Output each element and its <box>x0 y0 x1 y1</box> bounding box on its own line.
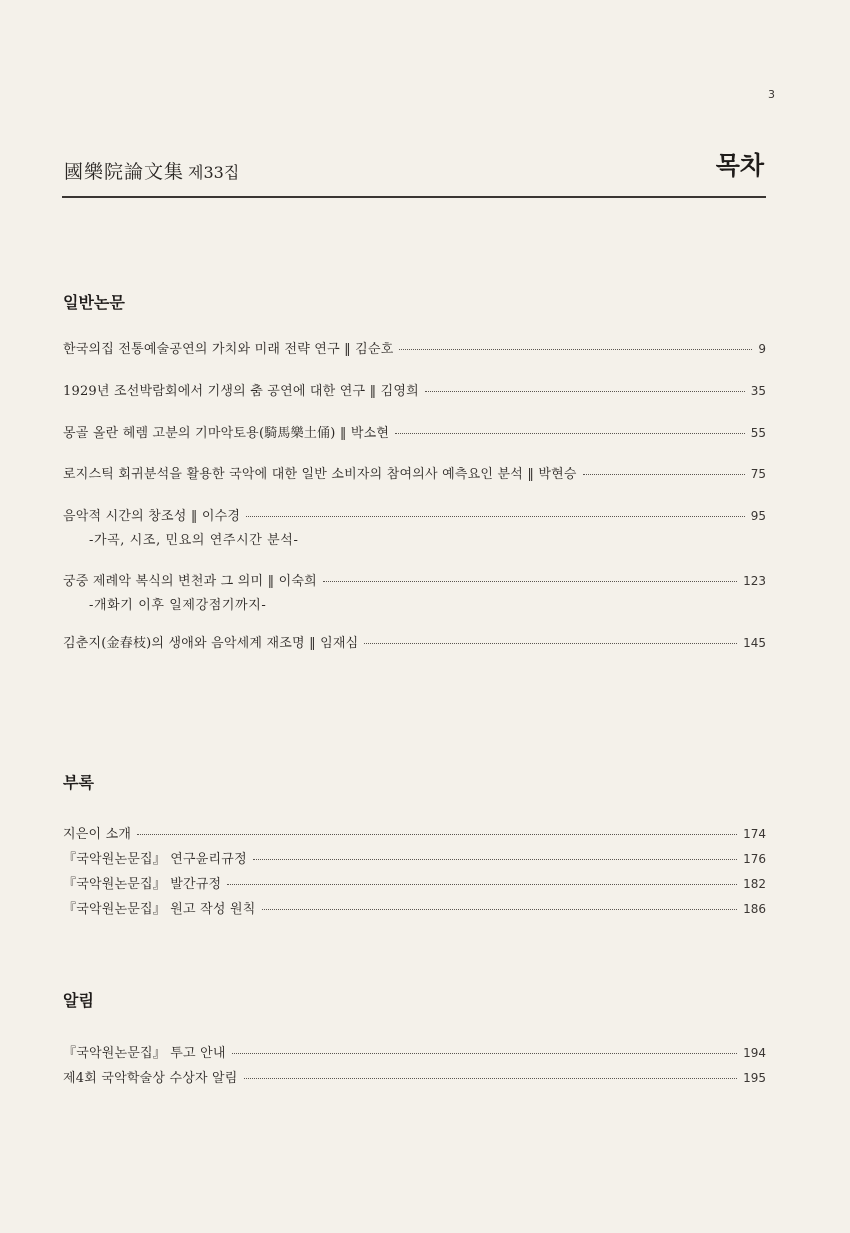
entry-page: 9 <box>758 342 766 356</box>
entry-title: 몽골 올란 헤렘 고분의 기마악토용(騎馬樂土俑) ‖ 박소현 <box>63 426 390 441</box>
toc-entry[interactable] <box>63 634 766 653</box>
entry-page: 194 <box>743 1046 766 1060</box>
entry-page: 182 <box>743 877 766 891</box>
entry-title: 『국악원논문집』 연구윤리규정 <box>63 852 247 867</box>
dot-leader <box>244 1077 738 1079</box>
dot-leader <box>323 580 737 582</box>
page-number: 3 <box>768 88 775 101</box>
dot-leader <box>262 908 738 910</box>
section-heading-general: 일반논문 <box>63 293 125 312</box>
toc-entry[interactable] <box>63 825 766 844</box>
entry-title: 『국악원논문집』 발간규정 <box>63 877 222 892</box>
entry-title: 한국의집 전통예술공연의 가치와 미래 전략 연구 ‖ 김순호 <box>63 342 394 357</box>
entry-page: 186 <box>743 902 766 916</box>
entry-subtitle: -개화기 이후 일제강점기까지- <box>89 598 267 613</box>
entry-title: 김춘지(金春枝)의 생애와 음악세계 재조명 ‖ 임재심 <box>63 636 359 651</box>
dot-leader <box>253 858 737 860</box>
entry-title: 로지스틱 회귀분석을 활용한 국악에 대한 일반 소비자의 참여의사 예측요인 분석 ‖ 박현승 <box>63 467 577 482</box>
toc-entry[interactable] <box>63 465 766 484</box>
section-heading-appendix: 부록 <box>63 773 94 792</box>
entry-page: 176 <box>743 852 766 866</box>
section-heading-notice: 알림 <box>63 991 94 1010</box>
entry-page: 174 <box>743 827 766 841</box>
toc-entry[interactable] <box>63 382 766 401</box>
dot-leader <box>395 432 745 434</box>
toc-entry[interactable] <box>63 1044 766 1063</box>
entry-page: 55 <box>750 426 766 440</box>
dot-leader <box>137 833 737 835</box>
journal-title <box>64 157 239 184</box>
entry-page: 75 <box>750 467 766 481</box>
dot-leader <box>583 473 745 475</box>
entry-title: 『국악원논문집』 투고 안내 <box>63 1046 226 1061</box>
dot-leader <box>399 348 752 350</box>
toc-entry[interactable] <box>63 1069 766 1088</box>
entry-title: 지은이 소개 <box>63 827 132 842</box>
dot-leader <box>227 883 737 885</box>
entry-title: 음악적 시간의 창조성 ‖ 이수경 <box>63 509 241 524</box>
journal-name: 國樂院論文集 <box>64 161 185 183</box>
journal-volume: 제33집 <box>188 163 240 182</box>
entry-title: 제4회 국악학술상 수상자 알림 <box>63 1071 238 1086</box>
toc-entry[interactable] <box>63 424 766 443</box>
entry-title: 궁중 제례악 복식의 변천과 그 의미 ‖ 이숙희 <box>63 574 317 589</box>
toc-entry[interactable] <box>63 340 766 359</box>
toc-entry[interactable] <box>63 572 766 615</box>
entry-title: 1929년 조선박람회에서 기생의 춤 공연에 대한 연구 ‖ 김영희 <box>63 384 419 399</box>
dot-leader <box>364 642 737 644</box>
entry-title: 『국악원논문집』 원고 작성 원칙 <box>63 902 256 917</box>
toc-entry[interactable] <box>63 850 766 869</box>
entry-page: 95 <box>750 509 766 523</box>
dot-leader <box>246 515 745 517</box>
toc-title: 목차 <box>715 151 764 180</box>
entry-subtitle: -가곡, 시조, 민요의 연주시간 분석- <box>89 533 299 548</box>
entry-page: 35 <box>750 384 766 398</box>
entry-page: 145 <box>743 636 766 650</box>
toc-entry[interactable] <box>63 875 766 894</box>
dot-leader <box>232 1052 737 1054</box>
toc-entry[interactable] <box>63 507 766 550</box>
toc-entry[interactable] <box>63 900 766 919</box>
dot-leader <box>425 390 745 392</box>
header <box>62 140 766 198</box>
entry-page: 123 <box>743 574 766 588</box>
entry-page: 195 <box>743 1071 766 1085</box>
